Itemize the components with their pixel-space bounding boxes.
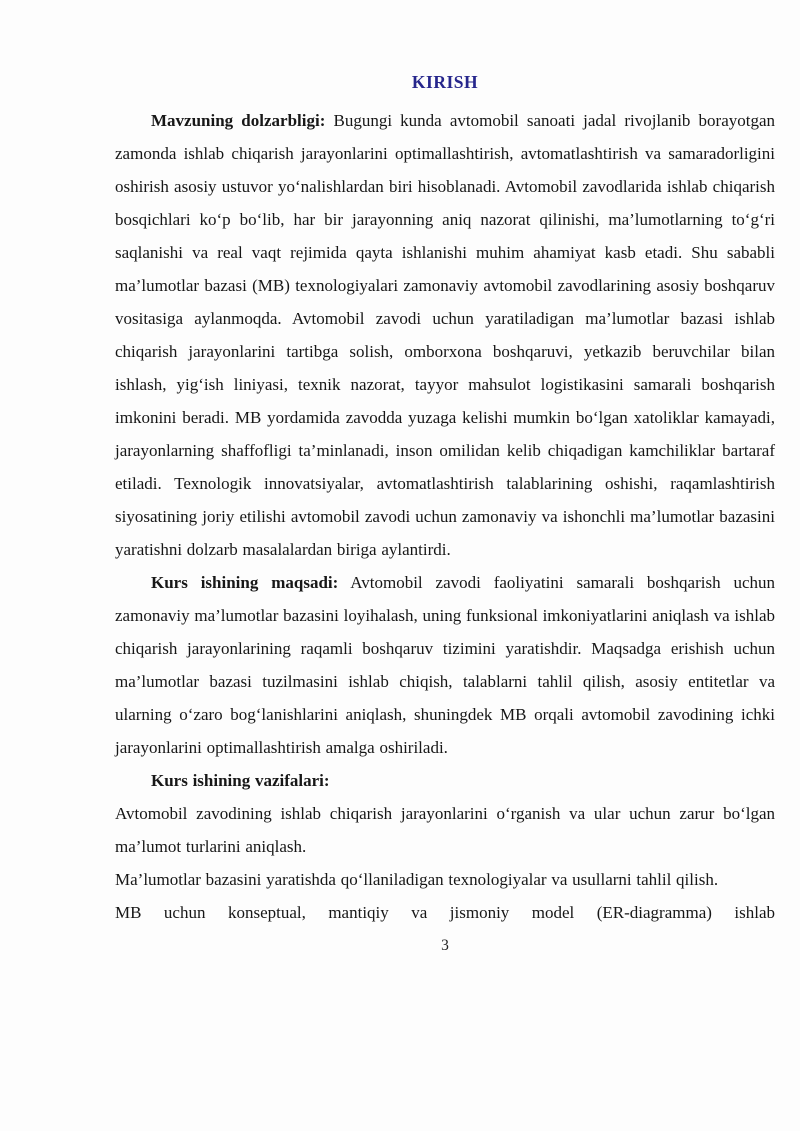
paragraph-course-goal <box>115 566 775 764</box>
paragraph-body-text: Avtomobil zavodi faoliyatini samarali boshqarish uchun zamonaviy ma’lumotlar bazasini loyihalash, uning funksional imkoniyatlarini aniqlash va ishlab chiqarish jarayonlarining raqamli boshqaruv tizimini yaratishdir. Maqsadga erishish uchun ma’lumotlar bazasi tuzilmasini ishlab chiqish, talablarni tahlil qilish, asosiy entitetlar va ularning oʻzaro bogʻlanishlarini aniqlash, shuningdek MB orqali avtomobil zavodining ichki jarayonlarini optimallashtirish amalga oshiriladi. <box>115 573 775 757</box>
page-title: KIRISH <box>411 72 479 92</box>
page-number: 3 <box>441 937 449 954</box>
task-item-text: Ma’lumotlar bazasini yaratishda qoʻllaniladigan texnologiyalar va usullarni tahlil qilish. <box>115 870 719 889</box>
task-item <box>115 797 775 863</box>
paragraph-body-text: Bugungi kunda avtomobil sanoati jadal rivojlanib borayotgan zamonda ishlab chiqarish jarayonlarini optimallashtirish, avtomatlashtirish va samaradorligini oshirish asosiy ustuvor yoʻnalishlardan biri hisoblanadi. Avtomobil zavodlarida ishlab chiqarish bosqichlari koʻp boʻlib, har bir jarayonning aniq nazorat qilinishi, ma’lumotlarning toʻgʻri saqlanishi va real vaqt rejimida qayta ishlanishi muhim ahamiyat kasb etadi. Shu sababli ma’lumotlar bazasi (MB) texnologiyalari zamonaviy avtomobil zavodlarining asosiy boshqaruv vositasiga aylanmoqda. Avtomobil zavodi uchun yaratiladigan ma’lumotlar bazasi ishlab chiqarish jarayonlarini tartibga solish, omborxona boshqaruvi, yetkazib beruvchilar bilan ishlash, yigʻish liniyasi, texnik nazorat, tayyor mahsulot logistikasini samarali boshqarish imkonini beradi. MB yordamida zavodda yuzaga kelishi mumkin boʻlgan xatoliklar kamayadi, jarayonlarning shaffofligi ta’minlanadi, inson omilidan kelib chiqadigan kamchiliklar bartaraf etiladi. Texnologik innovatsiyalar, avtomatlashtirish talablarining oshishi, raqamlashtirish siyosatining joriy etilishi avtomobil zavodi uchun zamonaviy va ishonchli ma’lumotlar bazasini yaratishni dolzarb masalalardan biriga aylantirdi. <box>115 111 776 559</box>
paragraph-lead-bold: Kurs ishining vazifalari: <box>151 771 330 790</box>
paragraph-lead-bold: Kurs ishining maqsadi: <box>151 573 339 592</box>
paragraph-topic-relevance <box>115 104 775 566</box>
task-item-text: Avtomobil zavodining ishlab chiqarish jarayonlarini oʻrganish va ular uchun zarur boʻlgan ma’lumot turlarini aniqlash. <box>115 804 775 856</box>
task-item <box>115 863 775 896</box>
paragraph-lead-bold: Mavzuning dolzarbligi: <box>151 111 326 130</box>
task-item-cutoff <box>115 896 775 929</box>
paragraph-course-tasks-heading <box>115 764 775 797</box>
task-item-text: MB uchun konseptual, mantiqiy va jismoniy model (ER-diagramma) ishlab <box>115 903 775 922</box>
